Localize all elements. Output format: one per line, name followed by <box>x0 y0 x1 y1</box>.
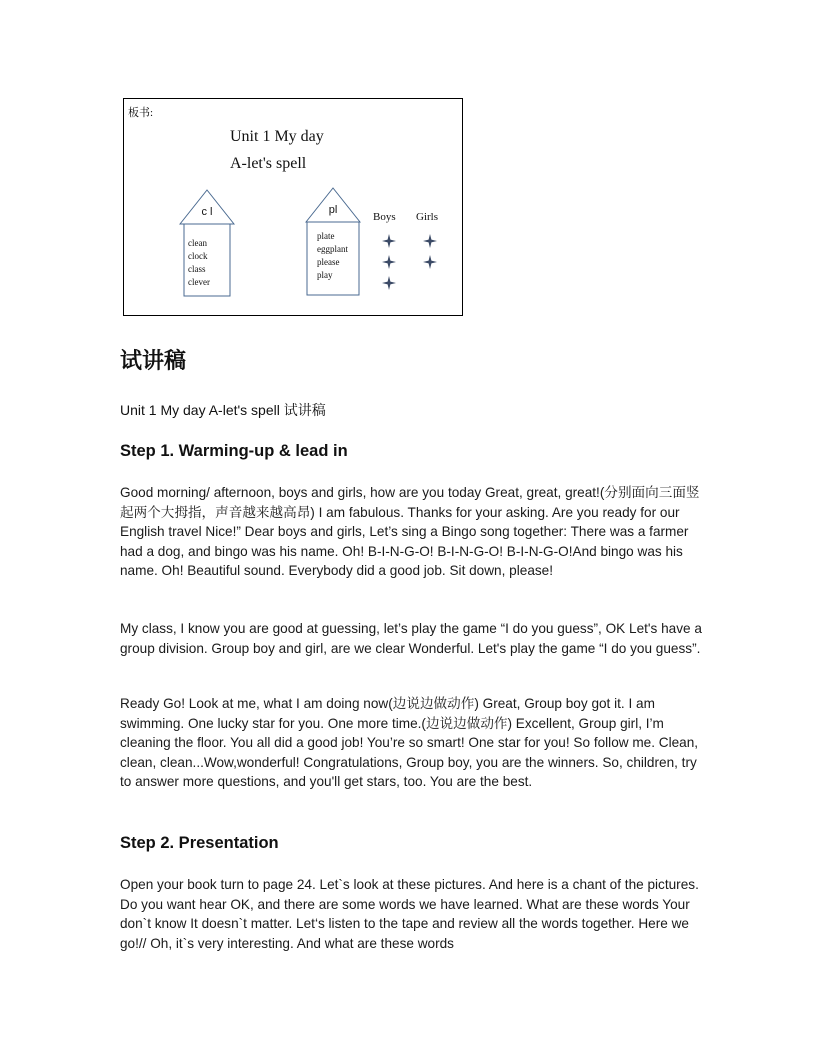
step1-paragraph-1: Good morning/ afternoon, boys and girls, how are you today Great, great, great!(分别面向三面竖起两个大拇指，声音越来越高昂) I am fabulous. Thanks for your asking. Are you ready for our English travel Nice!” Dear boys and girls, Let’s sing a Bingo song together: There was a farmer had a dog, and bingo was his name. Oh! B-I-N-G-O! B-I-N-G-O! B-I-N-G-O!And bingo was his name. Oh! Beautiful sound. Everybody did a good job. Sit down, please! <box>120 485 700 578</box>
blackboard-design <box>123 98 463 316</box>
step2-heading: Step 2. Presentation <box>120 834 279 852</box>
reward-star-icon <box>382 234 396 248</box>
reward-star-icon <box>382 255 396 269</box>
team-label-girls: Girls <box>416 211 438 223</box>
doc-heading: 试讲稿 <box>120 349 187 374</box>
team-label-boys: Boys <box>373 211 396 223</box>
doc-subtitle: Unit 1 My day A-let's spell 试讲稿 <box>120 402 326 418</box>
step2-paragraph-1: Open your book turn to page 24. Let`s look at these pictures. And here is a chant of the pictures. Do you want hear OK, and there are some words we have learned. What are these words Your don`t know It doesn`t matter. Let‘s listen to the tape and review all the words together. Here we go!// Oh, it`s very interesting. And what are these words <box>120 877 699 951</box>
house-cl <box>179 189 235 299</box>
step1-paragraph-2: My class, I know you are good at guessing, let’s play the game “I do you guess”, OK Let's have a group division. Group boy and girl, are we clear Wonderful. Let's play the game “I do you guess”. <box>120 621 702 656</box>
house-word: please <box>317 257 340 267</box>
house-word: clock <box>188 251 208 261</box>
house-word: play <box>317 270 333 280</box>
reward-star-icon <box>423 234 437 248</box>
reward-star-icon <box>382 276 396 290</box>
step1-heading: Step 1. Warming-up & lead in <box>120 442 348 460</box>
house-label: pl <box>328 204 338 216</box>
house-word: plate <box>317 231 335 241</box>
house-label: c l <box>201 206 213 218</box>
board-title: Unit 1 My day <box>230 128 324 145</box>
board-label: 板书: <box>128 107 154 119</box>
house-word-list <box>317 230 348 282</box>
board-subtitle: A-let's spell <box>230 155 307 172</box>
house-word: clean <box>188 238 207 248</box>
house-word: eggplant <box>317 244 348 254</box>
house-word-list <box>188 237 210 289</box>
house-word: class <box>188 264 206 274</box>
reward-star-icon <box>423 255 437 269</box>
house-word: clever <box>188 277 210 287</box>
house-pl <box>305 187 361 297</box>
step1-paragraph-3: Ready Go! Look at me, what I am doing now(边说边做动作) Great, Group boy got it. I am swimming. One lucky star for you. One more time.(边说边做动作) Excellent, Group girl, I’m cleaning the floor. You all did a good job! You’re so smart! One star for you! So follow me. Clean, clean, clean...Wow,wonderful! Congratulations, Group boy, you are the winners. So, children, try to answer more questions, and you'll get stars, too. You are the best. <box>120 696 699 789</box>
